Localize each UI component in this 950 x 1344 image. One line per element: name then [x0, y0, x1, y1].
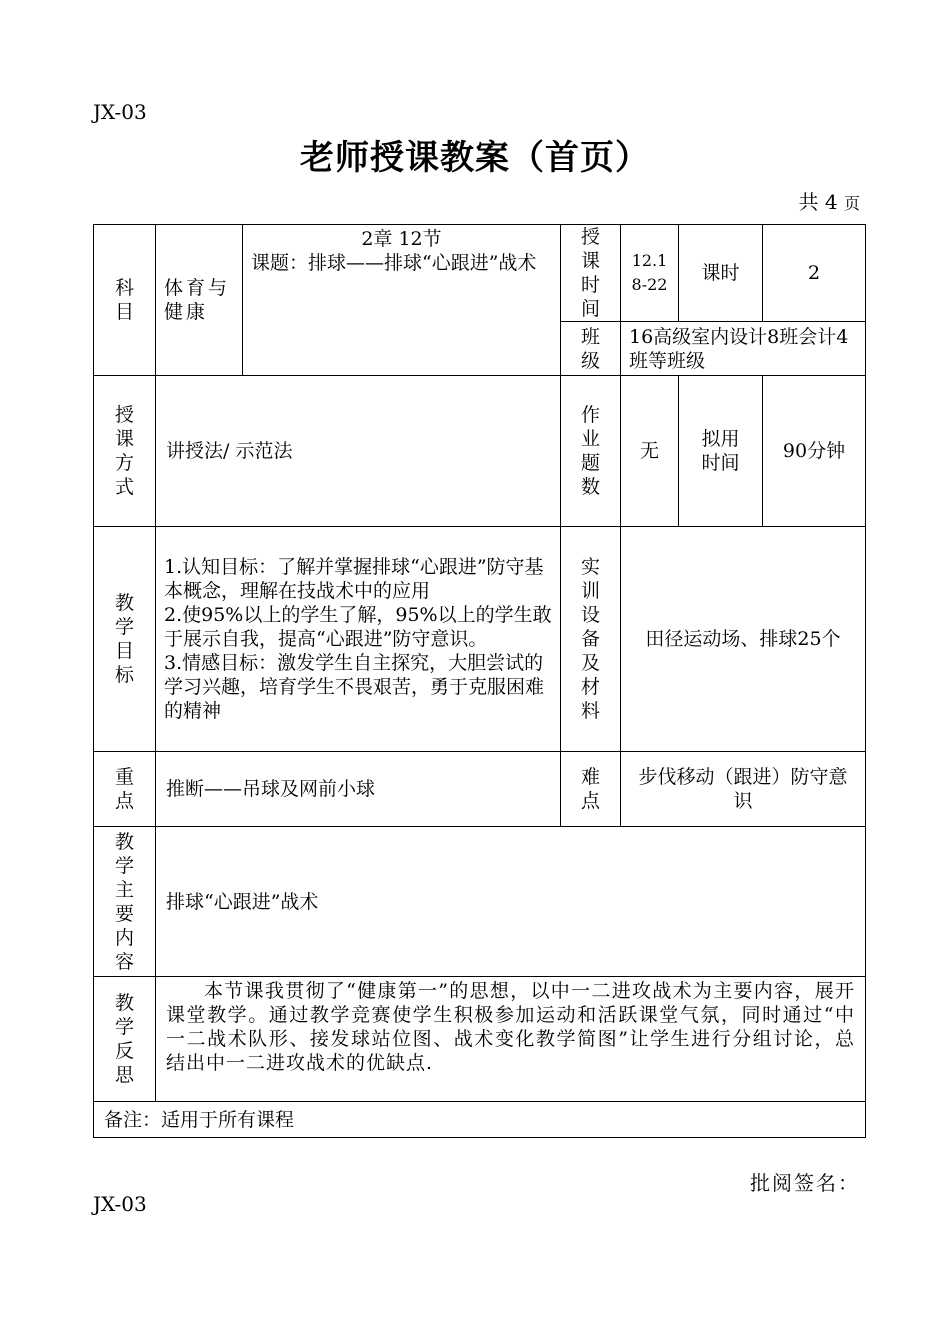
teach-time-label: 授课时间	[580, 226, 600, 320]
reflection-label: 教学反思	[114, 992, 134, 1086]
key-label-cell	[94, 752, 156, 827]
note-cell	[94, 1102, 866, 1138]
objective-1: 1.认知目标：了解并掌握排球“心跟进”防守基本概念，理解在技战术中的应用	[164, 556, 544, 602]
note-text: 备注：适用于所有课程	[104, 1108, 295, 1131]
content-value: 排球“心跟进”战术	[166, 890, 319, 913]
reflection-value: 本节课我贯彻了“健康第一”的思想，以中一二进攻战术为主要内容，展开课堂教学。通过教学竞赛使学生积极参加运动和活跃课堂气氛，同时通过“中一二战术队形、接发球站位图、战术变化教学简图”让学生进行分组讨论，总结出中一二进攻战术的优缺点.	[166, 980, 855, 1074]
page-title: 老师授课教案（首页）	[300, 138, 650, 178]
objectives-label: 教学目标	[114, 592, 134, 686]
planned-time-value-cell	[763, 376, 866, 527]
key-value-cell	[156, 752, 561, 827]
objective-2: 2.使95%以上的学生了解，95%以上的学生敢于展示自我，提高“心跟进”防守意识。	[164, 604, 552, 650]
planned-time-label-cell	[679, 376, 763, 527]
subject-label: 科目	[114, 277, 134, 323]
equipment-label: 实训设备及材料	[580, 556, 600, 722]
reflection-value-cell	[156, 977, 866, 1102]
class-label: 班级	[580, 325, 600, 372]
planned-time-label: 拟用时间	[701, 428, 740, 474]
page-count-prefix: 共	[798, 190, 819, 214]
page-count-suffix: 页	[843, 194, 860, 213]
planned-time-value: 90分钟	[782, 440, 846, 462]
chapter-text: 2章 12节	[361, 228, 442, 250]
content-value-cell	[156, 827, 866, 977]
hours-label: 课时	[701, 262, 740, 284]
subject-value: 体育与健康	[164, 277, 231, 323]
hours-value-cell	[763, 225, 866, 322]
teach-time-value-cell	[621, 225, 679, 322]
equipment-value-cell	[621, 527, 866, 752]
method-value-cell	[156, 376, 561, 527]
page-count	[799, 186, 860, 215]
difficulty-value-cell	[621, 752, 866, 827]
document-code-top: JX-03	[93, 100, 147, 124]
difficulty-value: 步伐移动（跟进）防守意识	[638, 766, 848, 812]
homework-value-cell	[621, 376, 679, 527]
topic-text: 课题：排球——排球“心跟进”战术	[251, 252, 537, 274]
method-value: 讲授法/ 示范法	[166, 440, 293, 462]
objective-3: 3.情感目标：激发学生自主探究，大胆尝试的学习兴趣，培育学生不畏艰苦，勇于克服困难的精神	[164, 652, 545, 722]
method-label-cell	[94, 376, 156, 527]
class-label-cell	[561, 322, 621, 376]
method-label: 授课方式	[114, 404, 134, 498]
topic-cell	[243, 225, 561, 376]
equipment-value: 田径运动场、排球25个	[645, 628, 841, 650]
homework-value: 无	[639, 440, 659, 462]
homework-label-cell	[561, 376, 621, 527]
content-label-cell	[94, 827, 156, 977]
class-value-cell	[621, 322, 866, 376]
teach-time-label-cell	[561, 225, 621, 322]
reflection-label-cell	[94, 977, 156, 1102]
lesson-plan-table	[93, 224, 866, 1138]
document-code-bottom: JX-03	[93, 1192, 147, 1216]
signature-label: 批阅签名：	[750, 1171, 860, 1195]
subject-value-cell	[156, 225, 243, 376]
page-count-number: 4	[824, 190, 838, 214]
difficulty-label-cell	[561, 752, 621, 827]
content-label: 教学主要内容	[114, 830, 134, 973]
class-value: 16高级室内设计8班会计4班等班级	[629, 325, 849, 372]
key-value: 推断——吊球及网前小球	[166, 778, 376, 800]
key-label: 重点	[114, 766, 134, 812]
hours-label-cell	[679, 225, 763, 322]
objectives-cell	[156, 527, 561, 752]
teach-time-value: 12.18-22	[631, 251, 668, 294]
homework-label: 作业题数	[580, 404, 600, 498]
hours-value: 2	[807, 262, 821, 284]
difficulty-label: 难点	[580, 766, 600, 812]
equipment-label-cell	[561, 527, 621, 752]
objectives-label-cell	[94, 527, 156, 752]
subject-label-cell	[94, 225, 156, 376]
